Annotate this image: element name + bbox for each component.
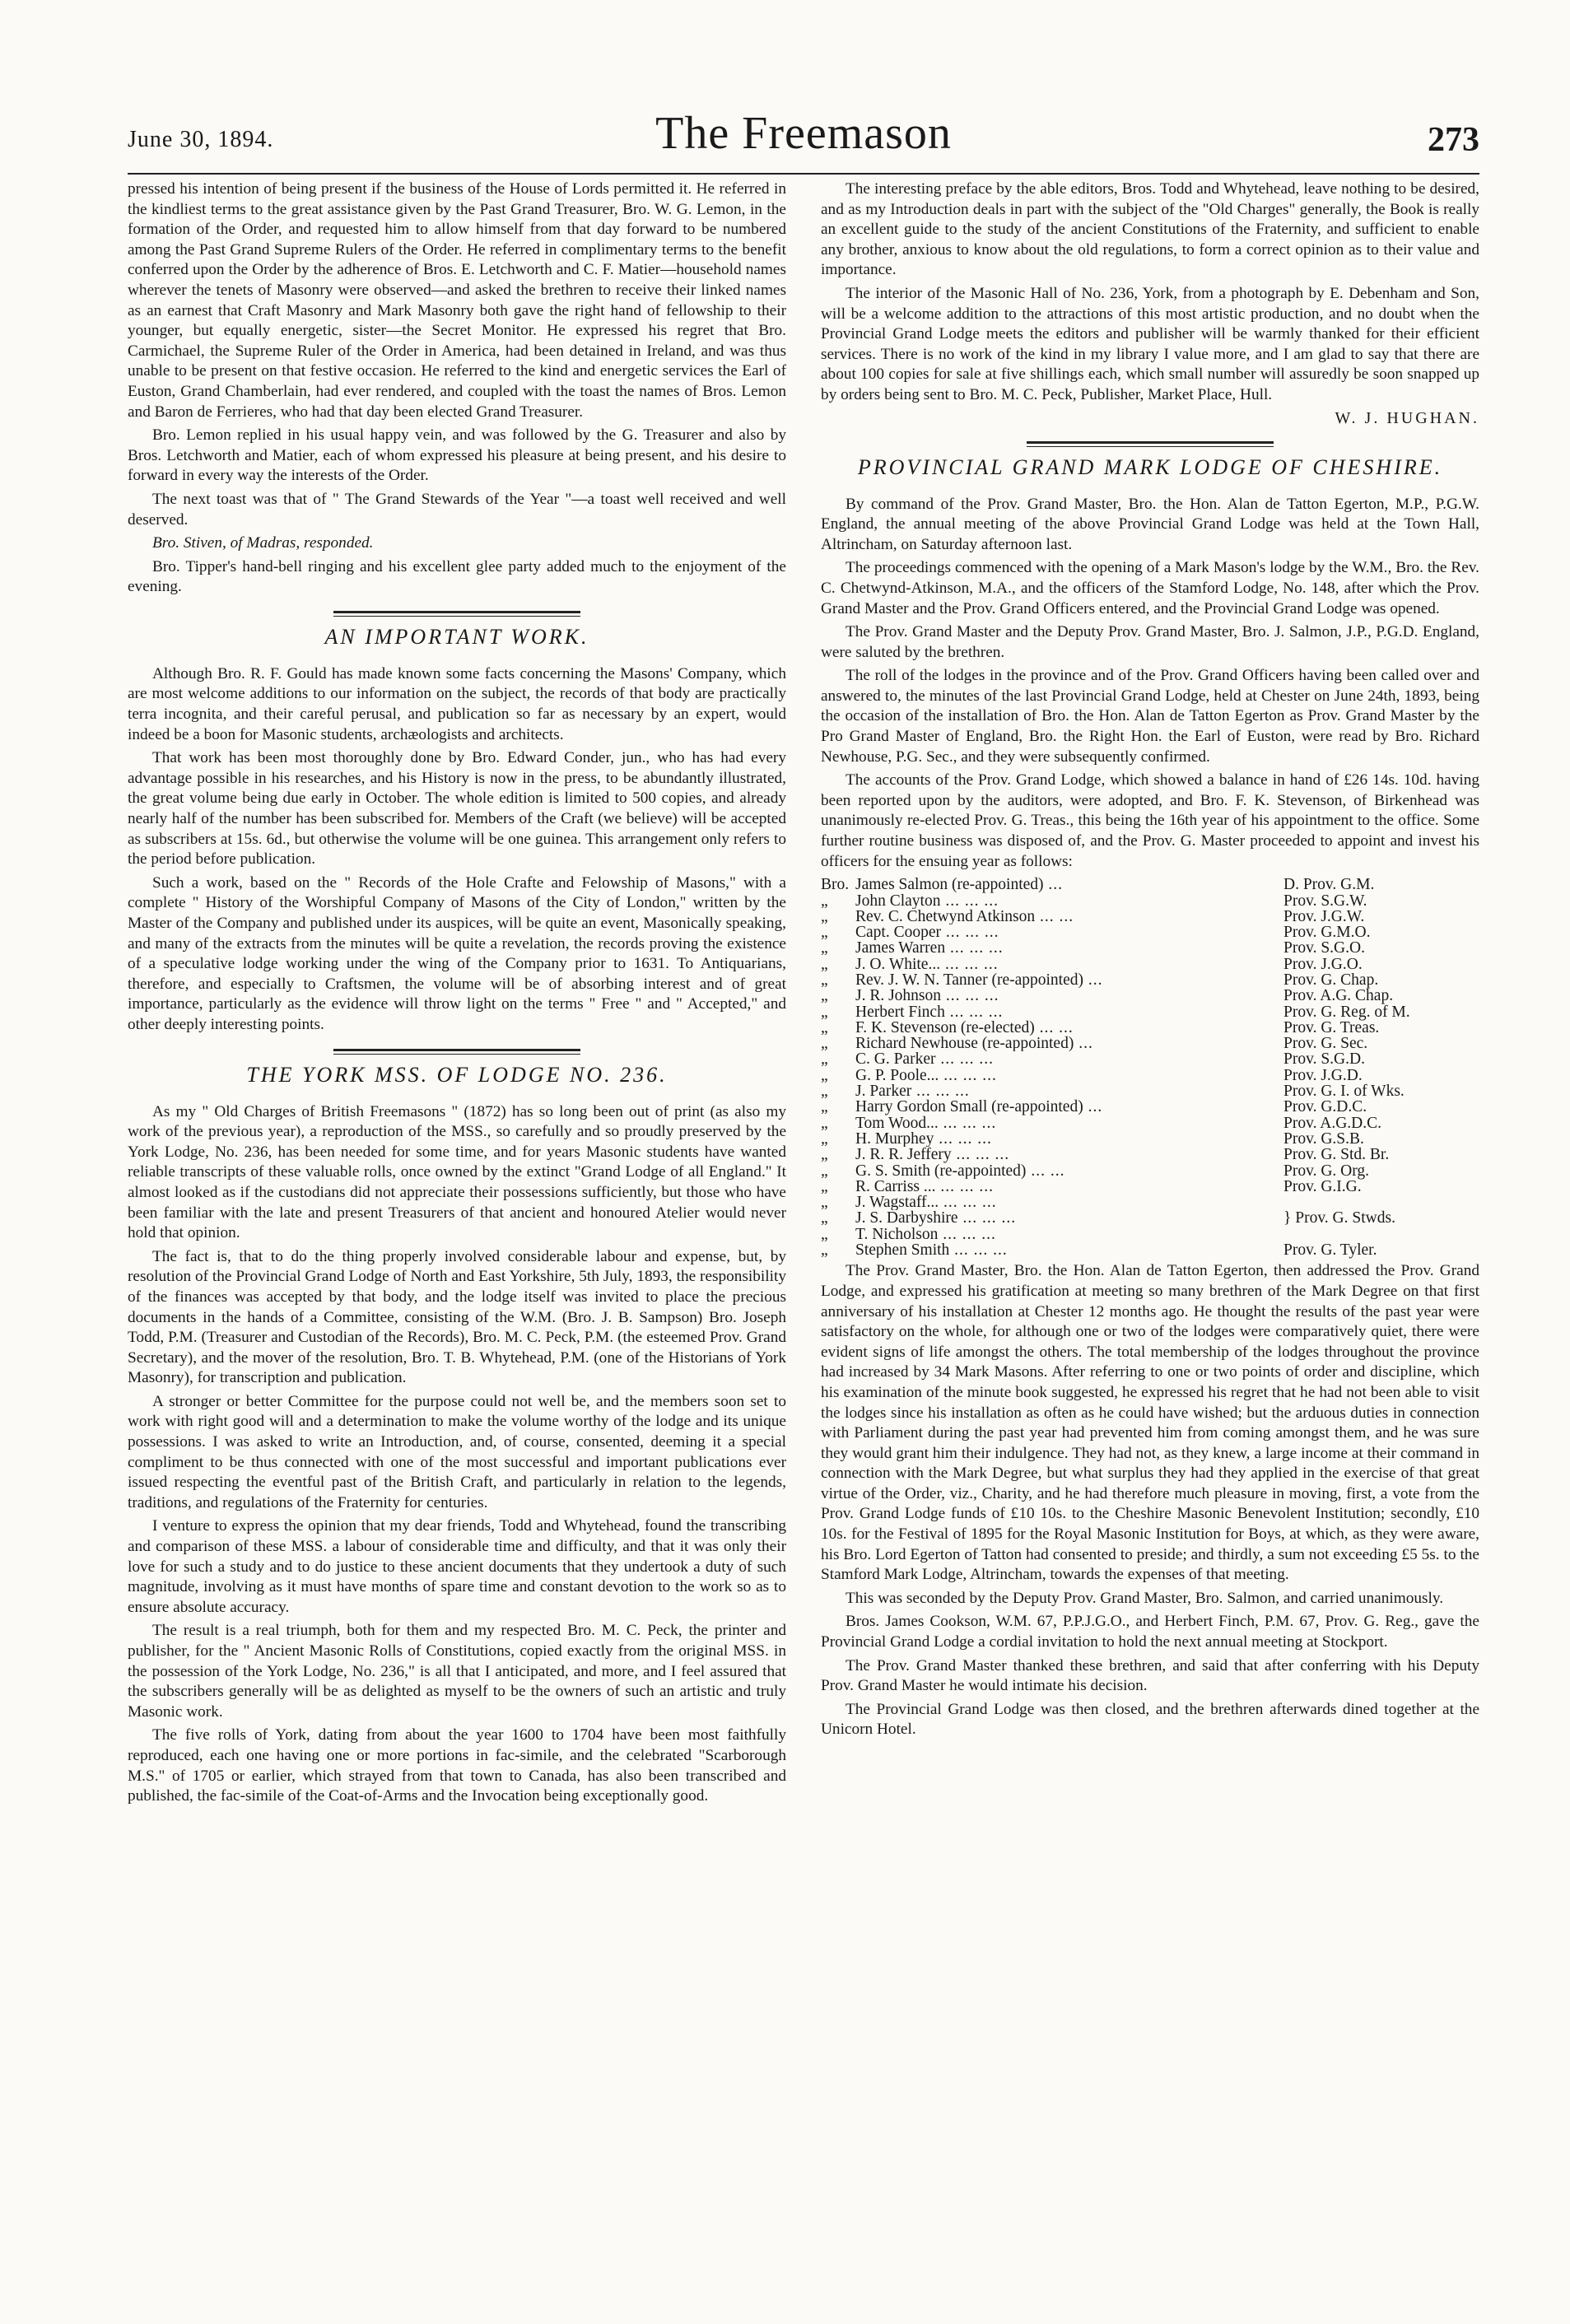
leader-dots: ... ... ... — [911, 1083, 970, 1100]
officer-office: Prov. S.G.D. — [1283, 1050, 1365, 1069]
officer-name: F. K. Stevenson (re-elected) ... ... — [855, 1019, 1074, 1036]
officer-name: James Warren ... ... ... — [855, 940, 1004, 957]
article-paragraph: Bro. Tipper's hand-bell ringing and his excellent glee party added much to the enjoyment of the evening. — [128, 557, 786, 596]
officer-prefix: „ — [821, 1241, 828, 1260]
leader-dots: ... ... ... — [939, 1195, 997, 1211]
officer-prefix: „ — [821, 1177, 828, 1195]
officer-prefix: „ — [821, 1225, 828, 1243]
officer-prefix: „ — [821, 1129, 828, 1148]
leader-dots: ... ... ... — [957, 1210, 1017, 1227]
officer-row — [821, 1179, 1479, 1195]
leader-dots: ... — [1083, 972, 1103, 989]
officer-name: J. Wagstaff... ... ... ... — [855, 1195, 997, 1211]
article-paragraph: The next toast was that of " The Grand Stewards of the Year "—a toast well received and well deserved. — [128, 490, 786, 529]
officer-name: G. P. Poole... ... ... ... — [855, 1067, 997, 1084]
author-signature: W. J. HUGHAN. — [1335, 408, 1479, 427]
officer-row — [821, 1099, 1479, 1115]
officer-name: Herbert Finch ... ... ... — [855, 1004, 1004, 1020]
officer-row — [821, 972, 1479, 988]
issue-date: June 30, 1894. — [128, 127, 274, 152]
leader-dots: ... — [1083, 1099, 1103, 1115]
leader-dots: ... ... ... — [938, 1226, 996, 1243]
officer-office: Prov. A.G.D.C. — [1283, 1114, 1381, 1132]
officer-office — [1283, 1227, 1479, 1242]
leader-dots: ... — [1074, 1036, 1093, 1052]
officer-office: Prov. S.G.O. — [1283, 939, 1365, 957]
officer-office: Prov. G. Std. Br. — [1283, 1146, 1390, 1164]
officer-row — [821, 893, 1479, 909]
officer-prefix: Bro. — [821, 876, 850, 894]
officer-office: Prov. J.G.O. — [1283, 955, 1363, 973]
article-paragraph: By command of the Prov. Grand Master, Bro. the Hon. Alan de Tatton Egerton, M.P., P.G.W. England, the annual meeting of the above Provincial Grand Lodge was held at the Town Hall, Altrincham, on Saturday afternoon last. — [821, 495, 1479, 553]
officer-name: Harry Gordon Small (re-appointed) ... — [855, 1099, 1103, 1115]
leader-dots: ... — [1043, 877, 1064, 893]
officer-row — [821, 1131, 1479, 1147]
officer-prefix: „ — [821, 892, 828, 910]
newspaper-title: The Freemason — [655, 108, 952, 159]
article-paragraph: That work has been most thoroughly done by Bro. Edward Conder, jun., who has had every advantage possible in his researches, and his History is now in the press, to be abundantly illustrated, the great volume being due early in October. The whole edition is limited to 500 copies, and already nearly half of the number has been subscribed for. Members of the Craft (we believe) will be accepted as subscribers at 15s. 6d., but otherwise the volume will be one guinea. This arrangement only refers to the period before publication. — [128, 749, 786, 869]
officer-name: Capt. Cooper ... ... ... — [855, 924, 999, 941]
officer-row — [821, 1068, 1479, 1083]
officer-prefix: „ — [821, 924, 828, 942]
officer-row — [821, 1020, 1479, 1036]
article-paragraph: The accounts of the Prov. Grand Lodge, which showed a balance in hand of £26 14s. 10d. having been reported upon by the auditors, were adopted, and Bro. F. K. Stevenson, of Birkenhead was unanimously re-elected Prov. G. Treas., this being the 16th year of his appointment to the office. Some further routine business was disposed of, and the Prov. G. Master proceeded to appoint and invest his officers for the ensuing year as follows: — [821, 771, 1479, 870]
officer-prefix: „ — [821, 1083, 828, 1101]
officer-row — [821, 1147, 1479, 1162]
officer-office: Prov. G. I. of Wks. — [1283, 1083, 1405, 1101]
officer-row — [821, 1195, 1479, 1210]
officer-name: Stephen Smith ... ... ... — [855, 1242, 1008, 1259]
article-paragraph: The proceedings commenced with the opening of a Mark Mason's lodge by the W.M., Bro. the Rev. C. Chetwynd-Atkinson, M.A., and the officers of the Stamford Lodge, No. 148, after which the Prov. Grand Master and the Prov. Grand Officers entered, and the Provincial Grand Lodge was opened. — [821, 559, 1479, 617]
leader-dots: ... ... ... — [935, 1178, 994, 1195]
officer-row — [821, 1227, 1479, 1242]
officer-row — [821, 1051, 1479, 1067]
article-paragraph: Although Bro. R. F. Gould has made known some facts concerning the Masons' Company, which are most welcome additions to our information on the subject, the records of that body are practically terra incognita, and their careful perusal, and publication so far as necessary by an expert, would indeed be a boon for Masonic students, archæologists and architects. — [128, 664, 786, 743]
officer-row — [821, 924, 1479, 940]
officer-row — [821, 877, 1479, 892]
leader-dots: ... ... ... — [951, 1147, 1010, 1163]
article-paragraph: The result is a real triumph, both for them and my respected Bro. M. C. Peck, the printer and publisher, for the " Ancient Masonic Rolls of Constitutions, copied exactly from the original MSS. in the possession of the York Lodge, No. 236," is all that I anticipated, and more, and I feel assured that the subscribers generally will be as delighted as myself to be the owners of such an artistic and truly Masonic work. — [128, 1622, 786, 1721]
leader-dots: ... ... — [1034, 1019, 1074, 1036]
leader-dots: ... ... — [1026, 1162, 1065, 1179]
officer-office: Prov. A.G. Chap. — [1283, 987, 1394, 1005]
officer-office: Prov. G.S.B. — [1283, 1129, 1364, 1148]
officer-row — [821, 1163, 1479, 1179]
officer-row — [821, 957, 1479, 972]
leader-dots: ... ... ... — [934, 1130, 992, 1148]
officer-name: T. Nicholson ... ... ... — [855, 1226, 996, 1243]
officer-prefix: „ — [821, 907, 828, 925]
article-paragraph: The interesting preface by the able editors, Bros. Todd and Whytehead, leave nothing to be desired, and as my Introduction deals in part with the subject of the "Old Charges" generally, the Book is really an excellent guide to the study of the ancient Constitutions of the Fraternity, and sufficient to enable any brother, anxious to know about the old regulations, to form a correct opinion as to their value and importance. — [821, 180, 1479, 279]
officer-row — [821, 1210, 1479, 1226]
section-rule — [1027, 441, 1274, 447]
article-paragraph: The Prov. Grand Master, Bro. the Hon. Alan de Tatton Egerton, then addressed the Prov. Grand Lodge, and expressed his gratification at meeting so many brethren of the Mark Degree on that first anniversary of his installation at Chester 12 months ago. He thought the results of the past year were satisfactory on the whole, for although one or two of the lodges were comparatively quiet, there were evident signs of life amongst the others. The total membership of the lodges throughout the province had increased by 34 Mark Masons. After referring to one or two points of order and discipline, which his examination of the minute book suggested, he expressed his regret that he had not been able to visit the lodges since his installation as often as he could have wished; but the arduous duties in connection with Parliament during the past year had prevented him from coming amongst them, and he was sure they would grant him their indulgence. They had not, as they knew, a large income at their command in connection with the Mark Degree, but what surplus they had they applied in the exercise of that great virtue of the Order, viz., Charity, and he had therefore much pleasure in moving, first, a vote from the Prov. Grand Lodge funds of £10 10s. to the Cheshire Masonic Benevolent Institution; secondly, £10 10s. for the Festival of 1895 for the Royal Masonic Institution for Boys, at which, as they were aware, his Bro. Lord Egerton of Tatton had consented to preside; and thirdly, a sum not exceeding £5 5s. to the Stamford Mark Lodge, Altrincham, towards the expenses of that meeting. — [821, 1262, 1479, 1584]
officer-name: Richard Newhouse (re-appointed) ... — [855, 1036, 1093, 1052]
officer-name: J. S. Darbyshire ... ... ... — [855, 1210, 1017, 1227]
officer-prefix: „ — [821, 1146, 828, 1164]
section-heading-important-work: AN IMPORTANT WORK. — [324, 624, 589, 649]
leader-dots: ... ... ... — [944, 1004, 1004, 1020]
officer-row — [821, 940, 1479, 956]
officer-row — [821, 988, 1479, 1004]
section-heading-cheshire: PROVINCIAL GRAND MARK LODGE OF CHESHIRE. — [857, 454, 1443, 479]
officer-row — [821, 909, 1479, 924]
leader-dots: ... ... ... — [940, 892, 999, 909]
officer-office: Prov. G.M.O. — [1283, 924, 1371, 942]
article-paragraph: I venture to express the opinion that my dear friends, Todd and Whytehead, found the transcribing and comparison of these MSS. a labour of considerable time and difficulty, and that it was only their love for such a study and to do justice to these ancient documents that they undertook a duty of such magnitude, involving as it must have months of spare time and constant devotion to the work so as to ensure absolute accuracy. — [128, 1517, 786, 1616]
article-paragraph: pressed his intention of being present if the business of the House of Lords permitted it. He referred in the kindliest terms to the great assistance given by the Past Grand Treasurer, Bro. W. G. Lemon, in the formation of the Order, and requested him to allow himself from that day forward to be numbered among the Past Grand Supreme Rulers of the Order. He referred in complimentary terms to the benefit conferred upon the Order by the adherence of Bros. E. Letchworth and C. F. Matier—household names wherever the tenets of Masonry were observed—and asked the brethren to receive their linked names as an earnest that Craft Masonry and Mark Masonry both gave the right hand of fellowship to their younger, but equally energetic, sister—the Secret Monitor. He expressed his regret that Bro. Carmichael, the Supreme Ruler of the Order in America, had been detained in Ireland, and was thus unable to be present on that festive occasion. He referred to the kind and energetic services the Earl of Euston, Grand Chamberlain, had ever rendered, and coupled with the toast the names of Bros. Lemon and Baron de Ferrieres, who had that day been elected Grand Treasurer. — [128, 180, 786, 421]
officer-prefix: „ — [821, 1018, 828, 1036]
officer-name: J. O. White... ... ... ... — [855, 956, 999, 972]
leader-dots: ... ... ... — [940, 956, 999, 972]
section-heading-york-mss: THE YORK MSS. OF LODGE NO. 236. — [246, 1062, 668, 1087]
officer-name: R. Carriss ... ... ... ... — [855, 1178, 994, 1195]
officer-office: Prov. J.G.D. — [1283, 1066, 1363, 1084]
officer-name: James Salmon (re-appointed) ... — [855, 877, 1064, 893]
article-paragraph: Bro. Lemon replied in his usual happy vein, and was followed by the G. Treasurer and also by Bros. Letchworth and Matier, each of whom expressed his pleasure at being present, and his desire to forward in every way the interests of the Order. — [128, 426, 786, 485]
officer-row — [821, 1004, 1479, 1020]
officer-row — [821, 1242, 1479, 1258]
leader-dots: ... ... ... — [935, 1051, 994, 1068]
leader-dots: ... ... ... — [941, 988, 999, 1004]
section-rule — [333, 1049, 580, 1055]
article-paragraph: This was seconded by the Deputy Prov. Grand Master, Bro. Salmon, and carried unanimously. — [846, 1589, 1444, 1607]
article-paragraph: Bros. James Cookson, W.M. 67, P.P.J.G.O., and Herbert Finch, P.M. 67, Prov. G. Reg., gave the Provincial Grand Lodge a cordial invitation to hold the next annual meeting at Stockport. — [821, 1613, 1479, 1651]
article-paragraph: The five rolls of York, dating from about the year 1600 to 1704 have been most faithfully reproduced, each one having one or more portions in fac-simile, and the celebrated "Scarborough M.S." of 1705 or earlier, which strayed from that town to Canada, has also been transcribed and published, the fac-simile of the Coat-of-Arms and the Invocation being exceptionally good. — [128, 1726, 786, 1805]
leader-dots: ... ... — [1035, 908, 1074, 925]
officer-prefix: „ — [821, 1035, 828, 1053]
officer-office: Prov. G. Reg. of M. — [1283, 1003, 1410, 1021]
officer-name: Rev. J. W. N. Tanner (re-appointed) ... — [855, 972, 1103, 989]
masthead — [128, 99, 1479, 175]
article-paragraph: The Prov. Grand Master and the Deputy Prov. Grand Master, Bro. J. Salmon, J.P., P.G.D. England, were saluted by the brethren. — [821, 623, 1479, 661]
officer-name: John Clayton ... ... ... — [855, 892, 999, 909]
officer-prefix: „ — [821, 987, 828, 1005]
officer-office: Prov. G.I.G. — [1283, 1177, 1362, 1195]
leader-dots: ... ... ... — [939, 1067, 997, 1084]
officer-office: } Prov. G. Stwds. — [1283, 1209, 1395, 1227]
officer-office: Prov. G. Org. — [1283, 1162, 1370, 1180]
officer-name: H. Murphey ... ... ... — [855, 1130, 992, 1148]
officer-prefix: „ — [821, 939, 828, 957]
officer-office: Prov. G. Tyler. — [1283, 1241, 1377, 1260]
article-paragraph: The Prov. Grand Master thanked these brethren, and said that after conferring with his Deputy Prov. Grand Master he would intimate his decision. — [821, 1656, 1479, 1695]
leader-dots: ... ... ... — [945, 940, 1004, 957]
officer-prefix: „ — [821, 1098, 828, 1116]
officer-row — [821, 1036, 1479, 1051]
officer-row — [821, 1115, 1479, 1131]
officer-office: Prov. G. Chap. — [1283, 971, 1379, 989]
officer-office: Prov. G. Sec. — [1283, 1035, 1368, 1053]
officer-prefix: „ — [821, 1050, 828, 1069]
article-paragraph: The fact is, that to do the thing properly involved considerable labour and expense, but, by resolution of the Provincial Grand Lodge of North and East Yorkshire, 5th July, 1893, the responsibility of the finances was accepted by that body, and the lodge itself was invited to place the precious documents in the hands of a Committee, consisting of the W.M. (Bro. J. B. Sampson) Bro. Joseph Todd, P.M. (Treasurer and Custodian of the Records), Bro. M. C. Peck, P.M. (the esteemed Prov. Grand Secretary), and the mover of the resolution, Bro. T. B. Whytehead, P.M. (one of the Historians of York Masonry), for transcription and publication. — [128, 1247, 786, 1387]
officer-name: C. G. Parker ... ... ... — [855, 1051, 994, 1068]
page-number: 273 — [1428, 121, 1479, 159]
article-paragraph: A stronger or better Committee for the purpose could not well be, and the members soon set to work with right good will and a determination to make the volume worthy of the lodge and its unique possessions. I was asked to write an Introduction, and, of course, consented, deeming it a special compliment to be thus connected with one of the most successful and important publications ever issued respecting the eventful past of the British Craft, and particularly in relation to the legends, traditions, and regulations of the Fraternity for centuries. — [128, 1392, 786, 1511]
officer-prefix: „ — [821, 1162, 828, 1180]
section-rule — [333, 611, 580, 617]
officer-office: Prov. J.G.W. — [1283, 907, 1365, 925]
officer-prefix: „ — [821, 1114, 828, 1132]
article-paragraph: The Provincial Grand Lodge was then closed, and the brethren afterwards dined together at the Unicorn Hotel. — [821, 1700, 1479, 1739]
article-paragraph: As my " Old Charges of British Freemasons " (1872) has so long been out of print (as also my work of the previous year), a reproduction of the MSS., so carefully and so proudly preserved by the York Lodge, No. 236, has been needed for some time, and for years Masonic students have wanted reliable transcripts of these valuable rolls, once owned by the extinct "Grand Lodge of all England." It almost looked as if the custodians did not appreciate their possessions sufficiently, but those who have been familiar with the late and present Treasurers of that ancient and honoured Atelier would never hold that opinion. — [128, 1102, 786, 1242]
leader-dots: ... ... ... — [949, 1242, 1008, 1259]
officer-name: J. R. Johnson ... ... ... — [855, 988, 999, 1004]
officer-prefix: „ — [821, 971, 828, 989]
officer-prefix: „ — [821, 955, 828, 973]
article-paragraph: The interior of the Masonic Hall of No. 236, York, from a photograph by E. Debenham and Son, will be a welcome addition to the attractions of this most artistic production, and no doubt when the Provincial Grand Lodge meets the editors and publisher will be warmly thanked for their efficient services. There is no work of the kind in my library I value more, and I am glad to say that there are about 100 copies for sale at five shillings each, which small number will assuredly be soon snapped up by orders being sent to Bro. M. C. Peck, Publisher, Market Place, Hull. — [821, 284, 1479, 403]
leader-dots: ... ... ... — [938, 1115, 997, 1131]
article-paragraph: Such a work, based on the " Records of the Hole Crafte and Felowship of Masons," with a complete " History of the Worshipful Company of Masons of the City of London," written by the Master of the Company and published under its auspices, will be quite an event, Masonically speaking, and many of the extracts from the minutes will be quite a revelation, the records proving the existence of a speculative lodge working under the wing of the Company prior to 1631. To Antiquarians, therefore, and especially to Craftsmen, the volume will be of absorbing interest and of great importance, particularly as the evidence will throw light on the terms " Free " and " Accepted," and other deeply interesting points. — [128, 873, 786, 1033]
right-column — [821, 179, 1479, 1810]
leader-dots: ... ... ... — [940, 924, 999, 941]
officer-list — [821, 877, 1479, 1258]
article-paragraph: Bro. Stiven, of Madras, responded. — [152, 534, 374, 552]
officer-office: D. Prov. G.M. — [1283, 876, 1375, 894]
columns — [128, 179, 1479, 1810]
officer-prefix: „ — [821, 1194, 828, 1212]
left-column — [128, 179, 786, 1810]
officer-prefix: „ — [821, 1209, 828, 1227]
officer-prefix: „ — [821, 1003, 828, 1021]
officer-office — [1283, 1195, 1479, 1210]
officer-row — [821, 1083, 1479, 1099]
officer-prefix: „ — [821, 1066, 828, 1084]
officer-name: G. S. Smith (re-appointed) ... ... — [855, 1162, 1065, 1179]
article-paragraph: The roll of the lodges in the province and of the Prov. Grand Officers having been called over and answered to, the minutes of the last Provincial Grand Lodge, held at Chester on June 24th, 1893, being the occasion of the installation of Bro. the Hon. Alan de Tatton Egerton as Prov. Grand Master by the Pro Grand Master of England, Bro. the Right Hon. the Earl of Euston, were read by Bro. Richard Newhouse, P.G. Sec., and they were subsequently confirmed. — [821, 667, 1479, 766]
officer-name: J. R. R. Jeffery ... ... ... — [855, 1147, 1010, 1163]
officer-office: Prov. G.D.C. — [1283, 1098, 1367, 1116]
officer-office: Prov. S.G.W. — [1283, 892, 1367, 910]
officer-office: Prov. G. Treas. — [1283, 1018, 1380, 1036]
officer-name: Rev. C. Chetwynd Atkinson ... ... — [855, 908, 1074, 925]
officer-name: Tom Wood... ... ... ... — [855, 1115, 997, 1131]
officer-name: J. Parker ... ... ... — [855, 1083, 970, 1100]
